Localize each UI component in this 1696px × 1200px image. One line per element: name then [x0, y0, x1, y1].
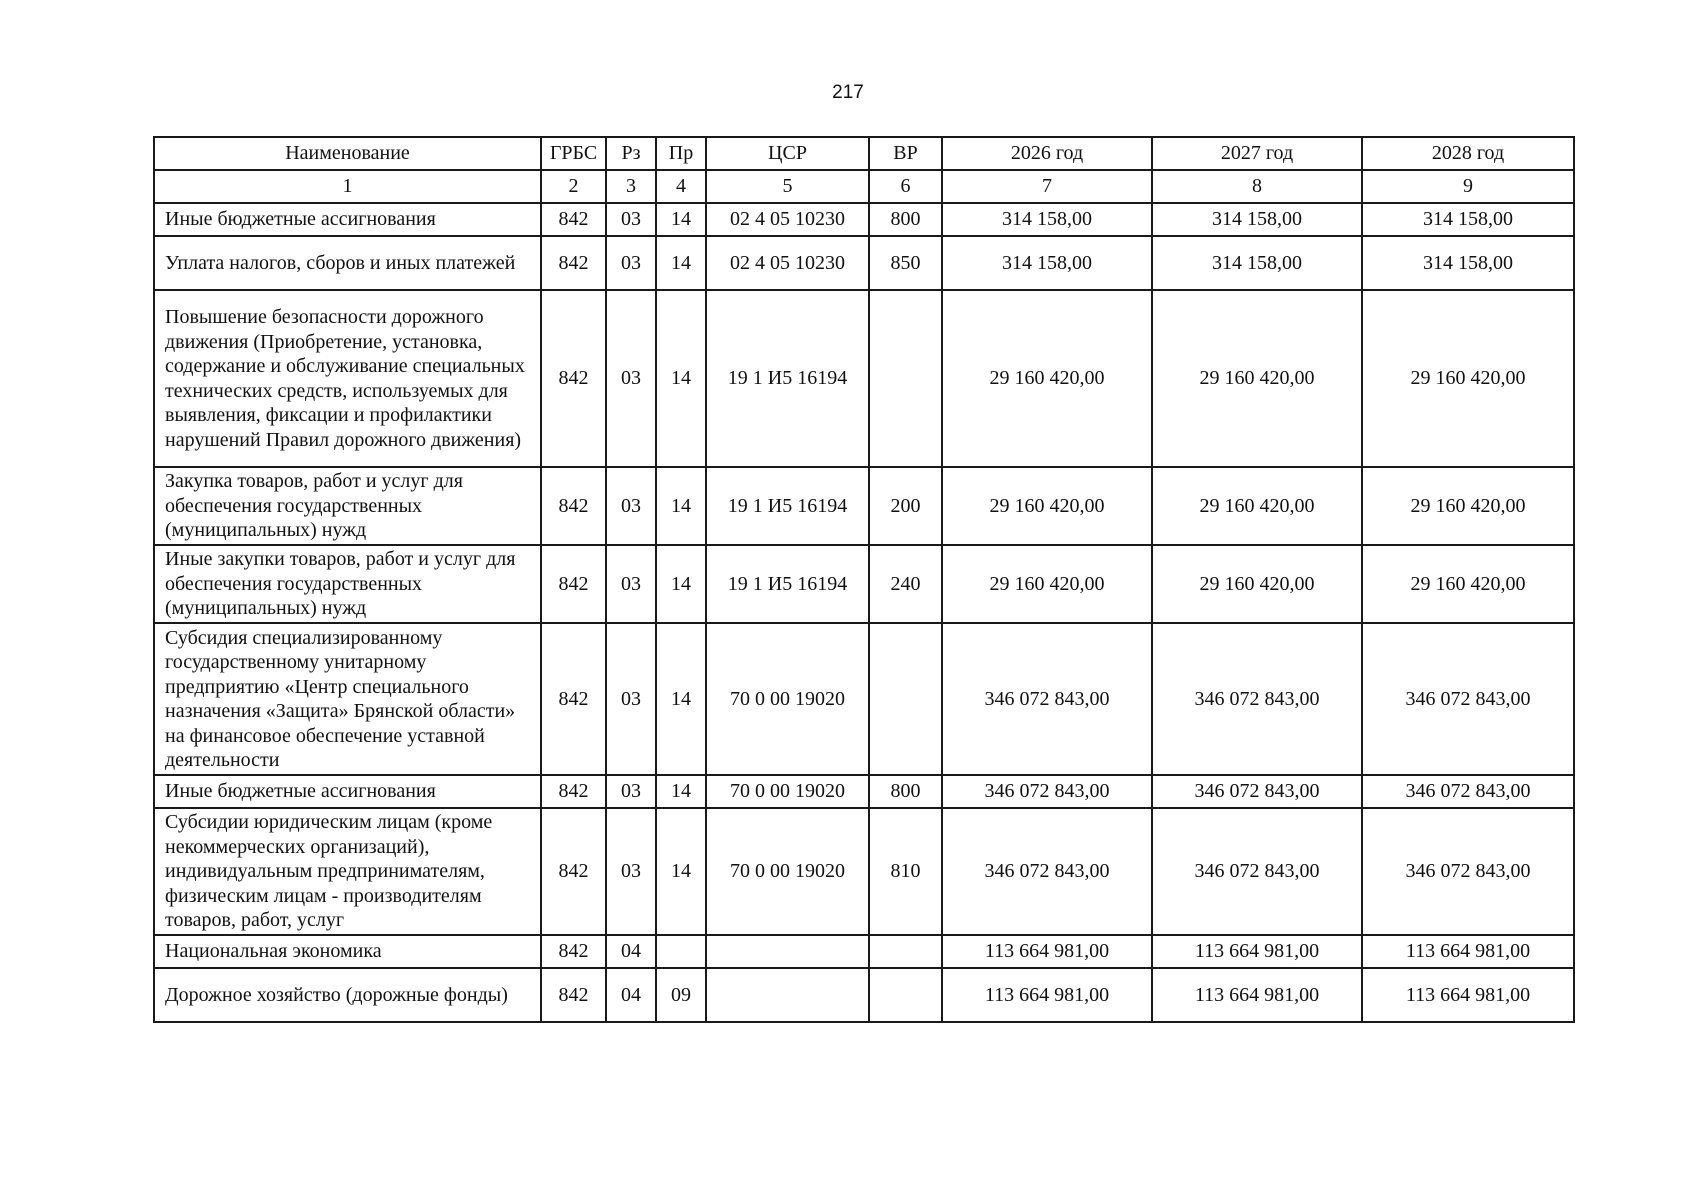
row-rz: 03 [606, 467, 656, 545]
row-amount-2028: 113 664 981,00 [1362, 935, 1574, 968]
page-number: 217 [832, 82, 864, 103]
row-name: Национальная экономика [154, 935, 541, 968]
row-amount-2028: 346 072 843,00 [1362, 775, 1574, 808]
row-pr: 14 [656, 775, 706, 808]
table-header-row [154, 137, 1574, 170]
row-amount-2028: 314 158,00 [1362, 236, 1574, 290]
row-amount-2028: 29 160 420,00 [1362, 545, 1574, 623]
row-name: Иные бюджетные ассигнования [154, 203, 541, 236]
row-pr: 14 [656, 203, 706, 236]
row-csr: 02 4 05 10230 [706, 236, 869, 290]
row-name: Закупка товаров, работ и услуг для обеспечения государственных (муниципальных) нужд [154, 467, 541, 545]
column-number: 4 [656, 170, 706, 203]
row-vr [869, 968, 942, 1022]
table-row [154, 935, 1574, 968]
row-name: Дорожное хозяйство (дорожные фонды) [154, 968, 541, 1022]
row-amount-2027: 346 072 843,00 [1152, 775, 1362, 808]
row-grbs: 842 [541, 808, 606, 935]
header-name: Наименование [154, 137, 541, 170]
row-csr [706, 968, 869, 1022]
table-row [154, 203, 1574, 236]
row-csr [706, 935, 869, 968]
row-pr: 14 [656, 623, 706, 775]
row-grbs: 842 [541, 236, 606, 290]
table-row [154, 290, 1574, 467]
budget-table [153, 136, 1575, 1023]
row-pr: 14 [656, 808, 706, 935]
row-rz: 04 [606, 968, 656, 1022]
row-amount-2027: 346 072 843,00 [1152, 623, 1362, 775]
row-rz: 03 [606, 203, 656, 236]
header-year-2026: 2026 год [942, 137, 1152, 170]
row-grbs: 842 [541, 545, 606, 623]
row-amount-2026: 314 158,00 [942, 203, 1152, 236]
row-pr: 14 [656, 545, 706, 623]
row-amount-2028: 29 160 420,00 [1362, 467, 1574, 545]
header-csr: ЦСР [706, 137, 869, 170]
row-amount-2028: 346 072 843,00 [1362, 808, 1574, 935]
row-vr: 200 [869, 467, 942, 545]
row-vr [869, 623, 942, 775]
header-vr: ВР [869, 137, 942, 170]
row-name: Повышение безопасности дорожного движения (Приобретение, установка, содержание и обслуживание специальных технических средств, используемых для выявления, фиксации и профилактики нарушений Правил дорожного движения) [154, 290, 541, 467]
row-vr: 850 [869, 236, 942, 290]
row-grbs: 842 [541, 935, 606, 968]
row-csr: 70 0 00 19020 [706, 775, 869, 808]
row-amount-2027: 314 158,00 [1152, 236, 1362, 290]
row-grbs: 842 [541, 290, 606, 467]
row-amount-2026: 113 664 981,00 [942, 935, 1152, 968]
row-name: Субсидия специализированному государственному унитарному предприятию «Центр специального назначения «Защита» Брянской области» на финансовое обеспечение уставной деятельности [154, 623, 541, 775]
column-number: 8 [1152, 170, 1362, 203]
row-amount-2027: 29 160 420,00 [1152, 290, 1362, 467]
header-pr: Пр [656, 137, 706, 170]
row-grbs: 842 [541, 775, 606, 808]
row-amount-2027: 113 664 981,00 [1152, 968, 1362, 1022]
row-grbs: 842 [541, 968, 606, 1022]
column-number: 9 [1362, 170, 1574, 203]
row-csr: 19 1 И5 16194 [706, 545, 869, 623]
column-number: 6 [869, 170, 942, 203]
column-number: 7 [942, 170, 1152, 203]
row-name: Иные закупки товаров, работ и услуг для обеспечения государственных (муниципальных) нужд [154, 545, 541, 623]
row-csr: 70 0 00 19020 [706, 623, 869, 775]
row-rz: 04 [606, 935, 656, 968]
table-row [154, 968, 1574, 1022]
row-name: Уплата налогов, сборов и иных платежей [154, 236, 541, 290]
row-rz: 03 [606, 623, 656, 775]
row-csr: 19 1 И5 16194 [706, 290, 869, 467]
row-name: Субсидии юридическим лицам (кроме некоммерческих организаций), индивидуальным предпринимателям, физическим лицам - производителям товаров, работ, услуг [154, 808, 541, 935]
row-amount-2026: 346 072 843,00 [942, 623, 1152, 775]
column-number: 3 [606, 170, 656, 203]
row-pr: 09 [656, 968, 706, 1022]
row-pr: 14 [656, 290, 706, 467]
header-year-2028: 2028 год [1362, 137, 1574, 170]
column-number: 2 [541, 170, 606, 203]
row-vr [869, 290, 942, 467]
header-year-2027: 2027 год [1152, 137, 1362, 170]
row-name: Иные бюджетные ассигнования [154, 775, 541, 808]
row-vr: 240 [869, 545, 942, 623]
row-amount-2028: 346 072 843,00 [1362, 623, 1574, 775]
column-number: 1 [154, 170, 541, 203]
row-amount-2027: 113 664 981,00 [1152, 935, 1362, 968]
row-rz: 03 [606, 290, 656, 467]
header-rz: Рз [606, 137, 656, 170]
column-number-row [154, 170, 1574, 203]
row-amount-2027: 314 158,00 [1152, 203, 1362, 236]
row-amount-2028: 113 664 981,00 [1362, 968, 1574, 1022]
row-vr: 800 [869, 203, 942, 236]
table-row [154, 623, 1574, 775]
table-row [154, 236, 1574, 290]
table-row [154, 775, 1574, 808]
row-amount-2027: 29 160 420,00 [1152, 545, 1362, 623]
row-vr [869, 935, 942, 968]
row-csr: 02 4 05 10230 [706, 203, 869, 236]
row-csr: 19 1 И5 16194 [706, 467, 869, 545]
row-amount-2028: 314 158,00 [1362, 203, 1574, 236]
row-amount-2027: 29 160 420,00 [1152, 467, 1362, 545]
row-amount-2026: 346 072 843,00 [942, 808, 1152, 935]
row-amount-2028: 29 160 420,00 [1362, 290, 1574, 467]
row-amount-2026: 29 160 420,00 [942, 290, 1152, 467]
column-number: 5 [706, 170, 869, 203]
table-row [154, 545, 1574, 623]
header-grbs: ГРБС [541, 137, 606, 170]
row-amount-2026: 314 158,00 [942, 236, 1152, 290]
table-row [154, 467, 1574, 545]
row-rz: 03 [606, 236, 656, 290]
row-pr [656, 935, 706, 968]
row-grbs: 842 [541, 467, 606, 545]
row-rz: 03 [606, 775, 656, 808]
row-rz: 03 [606, 808, 656, 935]
row-vr: 810 [869, 808, 942, 935]
row-grbs: 842 [541, 203, 606, 236]
row-pr: 14 [656, 236, 706, 290]
row-vr: 800 [869, 775, 942, 808]
row-grbs: 842 [541, 623, 606, 775]
row-amount-2026: 29 160 420,00 [942, 545, 1152, 623]
row-amount-2026: 113 664 981,00 [942, 968, 1152, 1022]
table-row [154, 808, 1574, 935]
row-csr: 70 0 00 19020 [706, 808, 869, 935]
row-pr: 14 [656, 467, 706, 545]
row-amount-2026: 346 072 843,00 [942, 775, 1152, 808]
row-amount-2027: 346 072 843,00 [1152, 808, 1362, 935]
row-amount-2026: 29 160 420,00 [942, 467, 1152, 545]
row-rz: 03 [606, 545, 656, 623]
